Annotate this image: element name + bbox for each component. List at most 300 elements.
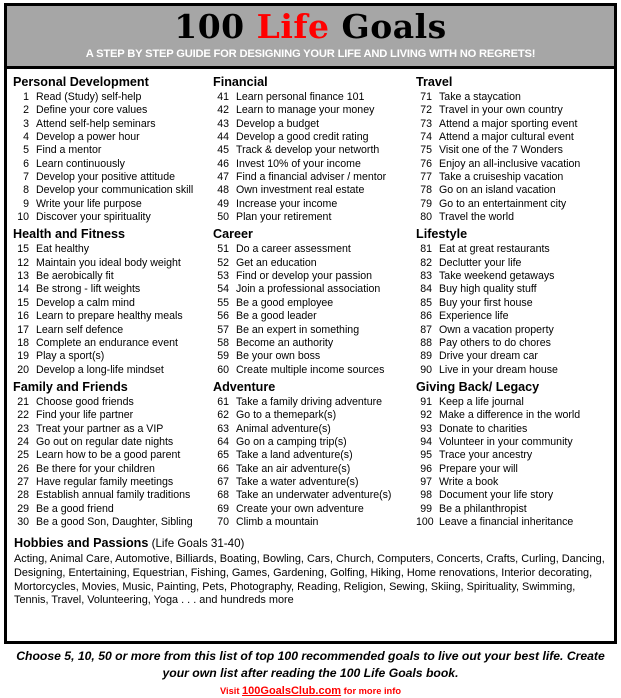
goal-text: Go to an entertainment city (439, 197, 567, 210)
goal-number: 19 (17, 350, 29, 363)
section-financial (213, 74, 409, 224)
goal-number: 90 (420, 363, 432, 376)
goal-item[interactable] (213, 476, 409, 489)
goal-item[interactable] (416, 243, 614, 256)
goal-text: Take a water adventure(s) (236, 475, 359, 488)
goal-text: Write your life purpose (36, 197, 142, 210)
goal-list (416, 396, 614, 529)
goal-number: 82 (420, 256, 432, 269)
section-title: Lifestyle (416, 227, 468, 242)
goal-list (213, 243, 409, 376)
footer-visit-row (4, 684, 617, 698)
goal-text: Increase your income (236, 197, 338, 210)
visit-suffix-label: for more info (341, 686, 402, 696)
goal-text: Animal adventure(s) (236, 422, 331, 435)
goal-number: 47 (217, 171, 229, 184)
goal-item[interactable] (13, 436, 209, 449)
goal-number: 79 (420, 197, 432, 210)
goal-item[interactable] (13, 337, 209, 350)
goal-number: 54 (217, 283, 229, 296)
goal-number: 42 (217, 104, 229, 117)
goal-text: Do a career assessment (236, 243, 351, 256)
goal-item[interactable] (213, 310, 409, 323)
goal-item[interactable] (416, 337, 614, 350)
goal-number: 10 (17, 211, 29, 224)
goal-number: 45 (217, 144, 229, 157)
goal-column-1 (7, 74, 209, 531)
goal-item[interactable] (416, 449, 614, 462)
goal-text: Make a difference in the world (439, 409, 581, 422)
goal-item[interactable] (213, 423, 409, 436)
goal-item[interactable] (213, 503, 409, 516)
section-title: Adventure (213, 379, 276, 394)
goal-text: Join a professional association (236, 283, 381, 296)
title-part-two: Goals (329, 7, 447, 46)
goal-text: Take weekend getaways (439, 270, 555, 283)
goal-number: 97 (420, 475, 432, 488)
goal-item[interactable] (13, 118, 209, 131)
goal-item[interactable] (13, 489, 209, 502)
goal-number: 55 (217, 296, 229, 309)
goal-item[interactable] (416, 476, 614, 489)
goal-item[interactable] (416, 131, 614, 144)
goal-text: Be a good friend (36, 502, 114, 515)
goal-list (13, 396, 209, 529)
goal-text: Travel in your own country (439, 104, 563, 117)
goal-number: 15 (17, 296, 29, 309)
goal-item[interactable] (13, 324, 209, 337)
goal-number: 93 (420, 422, 432, 435)
goal-item[interactable] (416, 324, 614, 337)
goal-text: Travel the world (439, 211, 514, 224)
goal-number: 53 (217, 270, 229, 283)
goal-item[interactable] (13, 516, 209, 529)
goal-text: Learn continuously (36, 157, 125, 170)
goal-text: Create your own adventure (236, 502, 364, 515)
goal-number: 4 (23, 131, 29, 144)
goal-number: 3 (23, 117, 29, 130)
goal-item[interactable] (13, 476, 209, 489)
goal-item[interactable] (213, 283, 409, 296)
section-title: Career (213, 227, 253, 242)
goal-number: 41 (217, 91, 229, 103)
goal-number: 61 (217, 395, 229, 408)
goal-item[interactable] (213, 489, 409, 502)
goal-item[interactable] (416, 436, 614, 449)
goal-number: 48 (217, 184, 229, 197)
goal-item[interactable] (213, 211, 409, 224)
goal-number: 87 (420, 323, 432, 336)
goal-number: 100 (416, 515, 434, 528)
goal-item[interactable] (213, 104, 409, 117)
website-link[interactable]: 100GoalsClub.com (242, 685, 342, 697)
goal-number: 76 (420, 157, 432, 170)
goal-item[interactable] (13, 243, 209, 256)
goal-number: 63 (217, 422, 229, 435)
hobbies-and-passions-section (7, 531, 614, 607)
goal-item[interactable] (213, 131, 409, 144)
goal-text: Own investment real estate (236, 184, 365, 197)
goal-item[interactable] (416, 270, 614, 283)
footer-call-to-action-line-1: Choose 5, 10, 50 or more from this list of top 100 recommended goals to live out your best life. Create (16, 649, 605, 663)
goal-text: Invest 10% of your income (236, 157, 361, 170)
goal-item[interactable] (416, 91, 614, 104)
goal-number: 5 (23, 144, 29, 157)
hobbies-heading-main: Hobbies and Passions (14, 536, 149, 551)
goal-number: 22 (17, 409, 29, 422)
goal-text: Attend a major sporting event (439, 117, 578, 130)
goal-text: Take a land adventure(s) (236, 449, 353, 462)
goal-item[interactable] (416, 463, 614, 476)
hobbies-heading (14, 535, 606, 552)
goal-item[interactable] (213, 297, 409, 310)
goal-number: 99 (420, 502, 432, 515)
goal-item[interactable] (416, 257, 614, 270)
goal-number: 30 (17, 515, 29, 528)
goal-text: Have regular family meetings (36, 475, 174, 488)
goal-number: 58 (217, 336, 229, 349)
goal-text: Track & develop your networth (236, 144, 380, 157)
goal-number: 46 (217, 157, 229, 170)
goal-text: Visit one of the 7 Wonders (439, 144, 563, 157)
goal-number: 29 (17, 502, 29, 515)
goal-item[interactable] (13, 270, 209, 283)
goal-number: 80 (420, 211, 432, 224)
title-highlight-life: Life (256, 7, 330, 46)
goal-text: Write a book (439, 475, 499, 488)
goal-number: 67 (217, 475, 229, 488)
goal-text: Complete an endurance event (36, 336, 178, 349)
goal-text: Find your life partner (36, 409, 134, 422)
goal-text: Learn self defence (36, 323, 124, 336)
goal-item[interactable] (13, 184, 209, 197)
goal-item[interactable] (213, 516, 409, 529)
goal-text: Be aerobically fit (36, 270, 114, 283)
goal-number: 17 (17, 323, 29, 336)
goal-item[interactable] (213, 144, 409, 157)
goal-item[interactable] (13, 463, 209, 476)
goal-item[interactable] (213, 364, 409, 377)
poster-frame (4, 3, 617, 644)
goal-item[interactable] (416, 310, 614, 323)
goal-text: Treat your partner as a VIP (36, 422, 164, 435)
goal-text: Live in your dream house (439, 363, 558, 376)
goal-item[interactable] (213, 337, 409, 350)
goal-text: Take a family driving adventure (236, 395, 383, 408)
goal-item[interactable] (13, 144, 209, 157)
goal-text: Volunteer in your community (439, 435, 573, 448)
goal-item[interactable] (416, 283, 614, 296)
goal-text: Learn to prepare healthy meals (36, 310, 183, 323)
goal-item[interactable] (416, 423, 614, 436)
goal-number: 28 (17, 489, 29, 502)
goal-text: Keep a life journal (439, 395, 524, 408)
section-title: Health and Fitness (13, 227, 125, 242)
goal-number: 15 (17, 243, 29, 256)
goal-number: 71 (420, 91, 432, 103)
section-adventure (213, 379, 409, 529)
goal-item[interactable] (213, 118, 409, 131)
goal-number: 92 (420, 409, 432, 422)
footer-call-to-action-line-2: your own list after reading the 100 Life Goals book. (162, 666, 459, 680)
goal-text: Be a philanthropist (439, 502, 527, 515)
goal-item[interactable] (416, 104, 614, 117)
goal-text: Establish annual family traditions (36, 489, 191, 502)
goal-text: Take an air adventure(s) (236, 462, 351, 475)
goal-text: Create multiple income sources (236, 363, 385, 376)
goal-number: 1 (23, 91, 29, 103)
goal-item[interactable] (13, 449, 209, 462)
goal-number: 60 (217, 363, 229, 376)
goal-item[interactable] (13, 350, 209, 363)
goal-number: 98 (420, 489, 432, 502)
goal-column-3 (409, 74, 614, 531)
title-part-one: 100 (174, 7, 257, 46)
goal-item[interactable] (213, 158, 409, 171)
goal-text: Get an education (236, 256, 317, 269)
goal-number: 89 (420, 350, 432, 363)
goal-number: 52 (217, 256, 229, 269)
goal-text: Take a staycation (439, 91, 521, 103)
goal-text: Develop your communication skill (36, 184, 194, 197)
goal-column-2 (209, 74, 409, 531)
goal-item[interactable] (416, 198, 614, 211)
goal-text: Prepare your will (439, 462, 518, 475)
goal-item[interactable] (213, 184, 409, 197)
goal-text: Eat at great restaurants (439, 243, 550, 256)
goal-number: 78 (420, 184, 432, 197)
goal-item[interactable] (13, 257, 209, 270)
goal-number: 74 (420, 131, 432, 144)
goal-item[interactable] (13, 198, 209, 211)
goal-columns (7, 69, 614, 531)
goal-item[interactable] (213, 91, 409, 104)
goal-item[interactable] (13, 423, 209, 436)
section-personal-development (13, 74, 209, 224)
goal-text: Eat healthy (36, 243, 90, 256)
goal-number: 20 (17, 363, 29, 376)
goal-text: Leave a financial inheritance (439, 515, 574, 528)
goal-number: 77 (420, 171, 432, 184)
goal-text: Declutter your life (439, 256, 522, 269)
goal-number: 26 (17, 462, 29, 475)
section-title: Financial (213, 75, 268, 89)
goal-list (13, 243, 209, 376)
section-health-and-fitness (13, 226, 209, 376)
goal-item[interactable] (416, 171, 614, 184)
section-family-and-friends (13, 379, 209, 529)
goal-number: 49 (217, 197, 229, 210)
section-title: Personal Development (13, 75, 149, 89)
goal-number: 66 (217, 462, 229, 475)
goal-item[interactable] (213, 270, 409, 283)
goal-item[interactable] (213, 396, 409, 409)
goal-item[interactable] (416, 297, 614, 310)
goal-text: Take an underwater adventure(s) (236, 489, 392, 502)
goal-item[interactable] (213, 324, 409, 337)
goal-text: Learn personal finance 101 (236, 91, 365, 103)
section-travel (416, 74, 614, 224)
goal-item[interactable] (213, 436, 409, 449)
goal-item[interactable] (13, 396, 209, 409)
goal-number: 84 (420, 283, 432, 296)
goal-text: Develop a long-life mindset (36, 363, 164, 376)
goal-text: Be a good Son, Daughter, Sibling (36, 515, 193, 528)
goal-number: 12 (17, 256, 29, 269)
goal-text: Go on a camping trip(s) (236, 435, 347, 448)
goal-text: Define your core values (36, 104, 148, 117)
goal-item[interactable] (416, 409, 614, 422)
goal-text: Experience life (439, 310, 509, 323)
goal-item[interactable] (213, 171, 409, 184)
goal-text: Donate to charities (439, 422, 528, 435)
goal-item[interactable] (213, 198, 409, 211)
goal-text: Enjoy an all-inclusive vacation (439, 157, 581, 170)
goal-text: Develop a power hour (36, 131, 140, 144)
goal-text: Attend self-help seminars (36, 117, 156, 130)
goal-item[interactable] (13, 283, 209, 296)
goal-item[interactable] (213, 409, 409, 422)
goal-item[interactable] (13, 91, 209, 104)
goal-item[interactable] (416, 184, 614, 197)
goal-number: 75 (420, 144, 432, 157)
goal-number: 65 (217, 449, 229, 462)
goal-number: 18 (17, 336, 29, 349)
goal-item[interactable] (416, 144, 614, 157)
goal-list (416, 243, 614, 376)
goal-list (416, 91, 614, 224)
goal-number: 83 (420, 270, 432, 283)
goal-number: 8 (23, 184, 29, 197)
goal-text: Develop a calm mind (36, 296, 135, 309)
goal-item[interactable] (13, 503, 209, 516)
goal-item[interactable] (13, 158, 209, 171)
goal-text: Climb a mountain (236, 515, 319, 528)
goal-text: Find or develop your passion (236, 270, 373, 283)
goal-number: 27 (17, 475, 29, 488)
poster-header (7, 6, 614, 69)
goal-text: Attend a major cultural event (439, 131, 574, 144)
goal-item[interactable] (13, 364, 209, 377)
goal-item[interactable] (416, 350, 614, 363)
goal-item[interactable] (416, 211, 614, 224)
goal-item[interactable] (416, 489, 614, 502)
goal-text: Go on an island vacation (439, 184, 556, 197)
goal-number: 2 (23, 104, 29, 117)
goal-text: Learn how to be a good parent (36, 449, 181, 462)
goal-number: 88 (420, 336, 432, 349)
section-giving-back-legacy (416, 379, 614, 529)
goal-number: 57 (217, 323, 229, 336)
goal-item[interactable] (416, 516, 614, 529)
goal-list (13, 91, 209, 224)
goal-number: 59 (217, 350, 229, 363)
section-lifestyle (416, 226, 614, 376)
goal-number: 9 (23, 197, 29, 210)
section-title: Family and Friends (13, 379, 128, 394)
goal-text: Play a sport(s) (36, 350, 105, 363)
goal-number: 14 (17, 283, 29, 296)
section-career (213, 226, 409, 376)
goal-number: 72 (420, 104, 432, 117)
goal-text: Own a vacation property (439, 323, 554, 336)
goal-text: Find a financial adviser / mentor (236, 171, 387, 184)
goal-number: 81 (420, 243, 432, 256)
goal-item[interactable] (13, 409, 209, 422)
poster-footer (4, 648, 617, 698)
goal-number: 25 (17, 449, 29, 462)
goal-number: 16 (17, 310, 29, 323)
goal-text: Buy your first house (439, 296, 533, 309)
goal-item[interactable] (13, 131, 209, 144)
goal-text: Choose good friends (36, 395, 134, 408)
goal-number: 6 (23, 157, 29, 170)
goal-item[interactable] (13, 211, 209, 224)
goal-item[interactable] (416, 158, 614, 171)
goal-text: Discover your spirituality (36, 211, 151, 224)
goal-text: Maintain you ideal body weight (36, 256, 181, 269)
goal-number: 13 (17, 270, 29, 283)
goal-item[interactable] (13, 171, 209, 184)
goal-list (213, 91, 409, 224)
goal-number: 73 (420, 117, 432, 130)
goal-number: 62 (217, 409, 229, 422)
hobbies-heading-note: (Life Goals 31-40) (148, 537, 245, 551)
goal-item[interactable] (213, 463, 409, 476)
goal-text: Be there for your children (36, 462, 155, 475)
goal-text: Become an authority (236, 336, 334, 349)
goal-number: 94 (420, 435, 432, 448)
goal-text: Pay others to do chores (439, 336, 551, 349)
goal-number: 69 (217, 502, 229, 515)
goal-item[interactable] (416, 118, 614, 131)
goal-text: Learn to manage your money (236, 104, 375, 117)
goal-number: 85 (420, 296, 432, 309)
goal-text: Read (Study) self-help (36, 91, 142, 103)
goal-item[interactable] (416, 503, 614, 516)
goal-number: 51 (217, 243, 229, 256)
goal-number: 43 (217, 117, 229, 130)
goal-number: 70 (217, 515, 229, 528)
goal-item[interactable] (13, 310, 209, 323)
goal-text: Develop a budget (236, 117, 320, 130)
goal-text: Be strong - lift weights (36, 283, 141, 296)
goal-text: Develop a good credit rating (236, 131, 369, 144)
goal-text: Take a cruiseship vacation (439, 171, 564, 184)
goal-text: Find a mentor (36, 144, 102, 157)
section-title: Giving Back/ Legacy (416, 379, 540, 394)
goal-list (213, 396, 409, 529)
goal-text: Be a good employee (236, 296, 334, 309)
goal-item[interactable] (213, 449, 409, 462)
goal-number: 68 (217, 489, 229, 502)
goal-item[interactable] (416, 364, 614, 377)
goal-text: Be an expert in something (236, 323, 360, 336)
goal-text: Document your life story (439, 489, 554, 502)
goal-text: Drive your dream car (439, 350, 538, 363)
goal-number: 86 (420, 310, 432, 323)
goal-item[interactable] (13, 104, 209, 117)
goal-item[interactable] (213, 350, 409, 363)
goal-item[interactable] (416, 396, 614, 409)
goal-item[interactable] (213, 257, 409, 270)
goal-number: 21 (17, 395, 29, 408)
goal-text: Go out on regular date nights (36, 435, 174, 448)
goal-text: Develop your positive attitude (36, 171, 175, 184)
goal-item[interactable] (213, 243, 409, 256)
goal-item[interactable] (13, 297, 209, 310)
goal-text: Buy high quality stuff (439, 283, 537, 296)
